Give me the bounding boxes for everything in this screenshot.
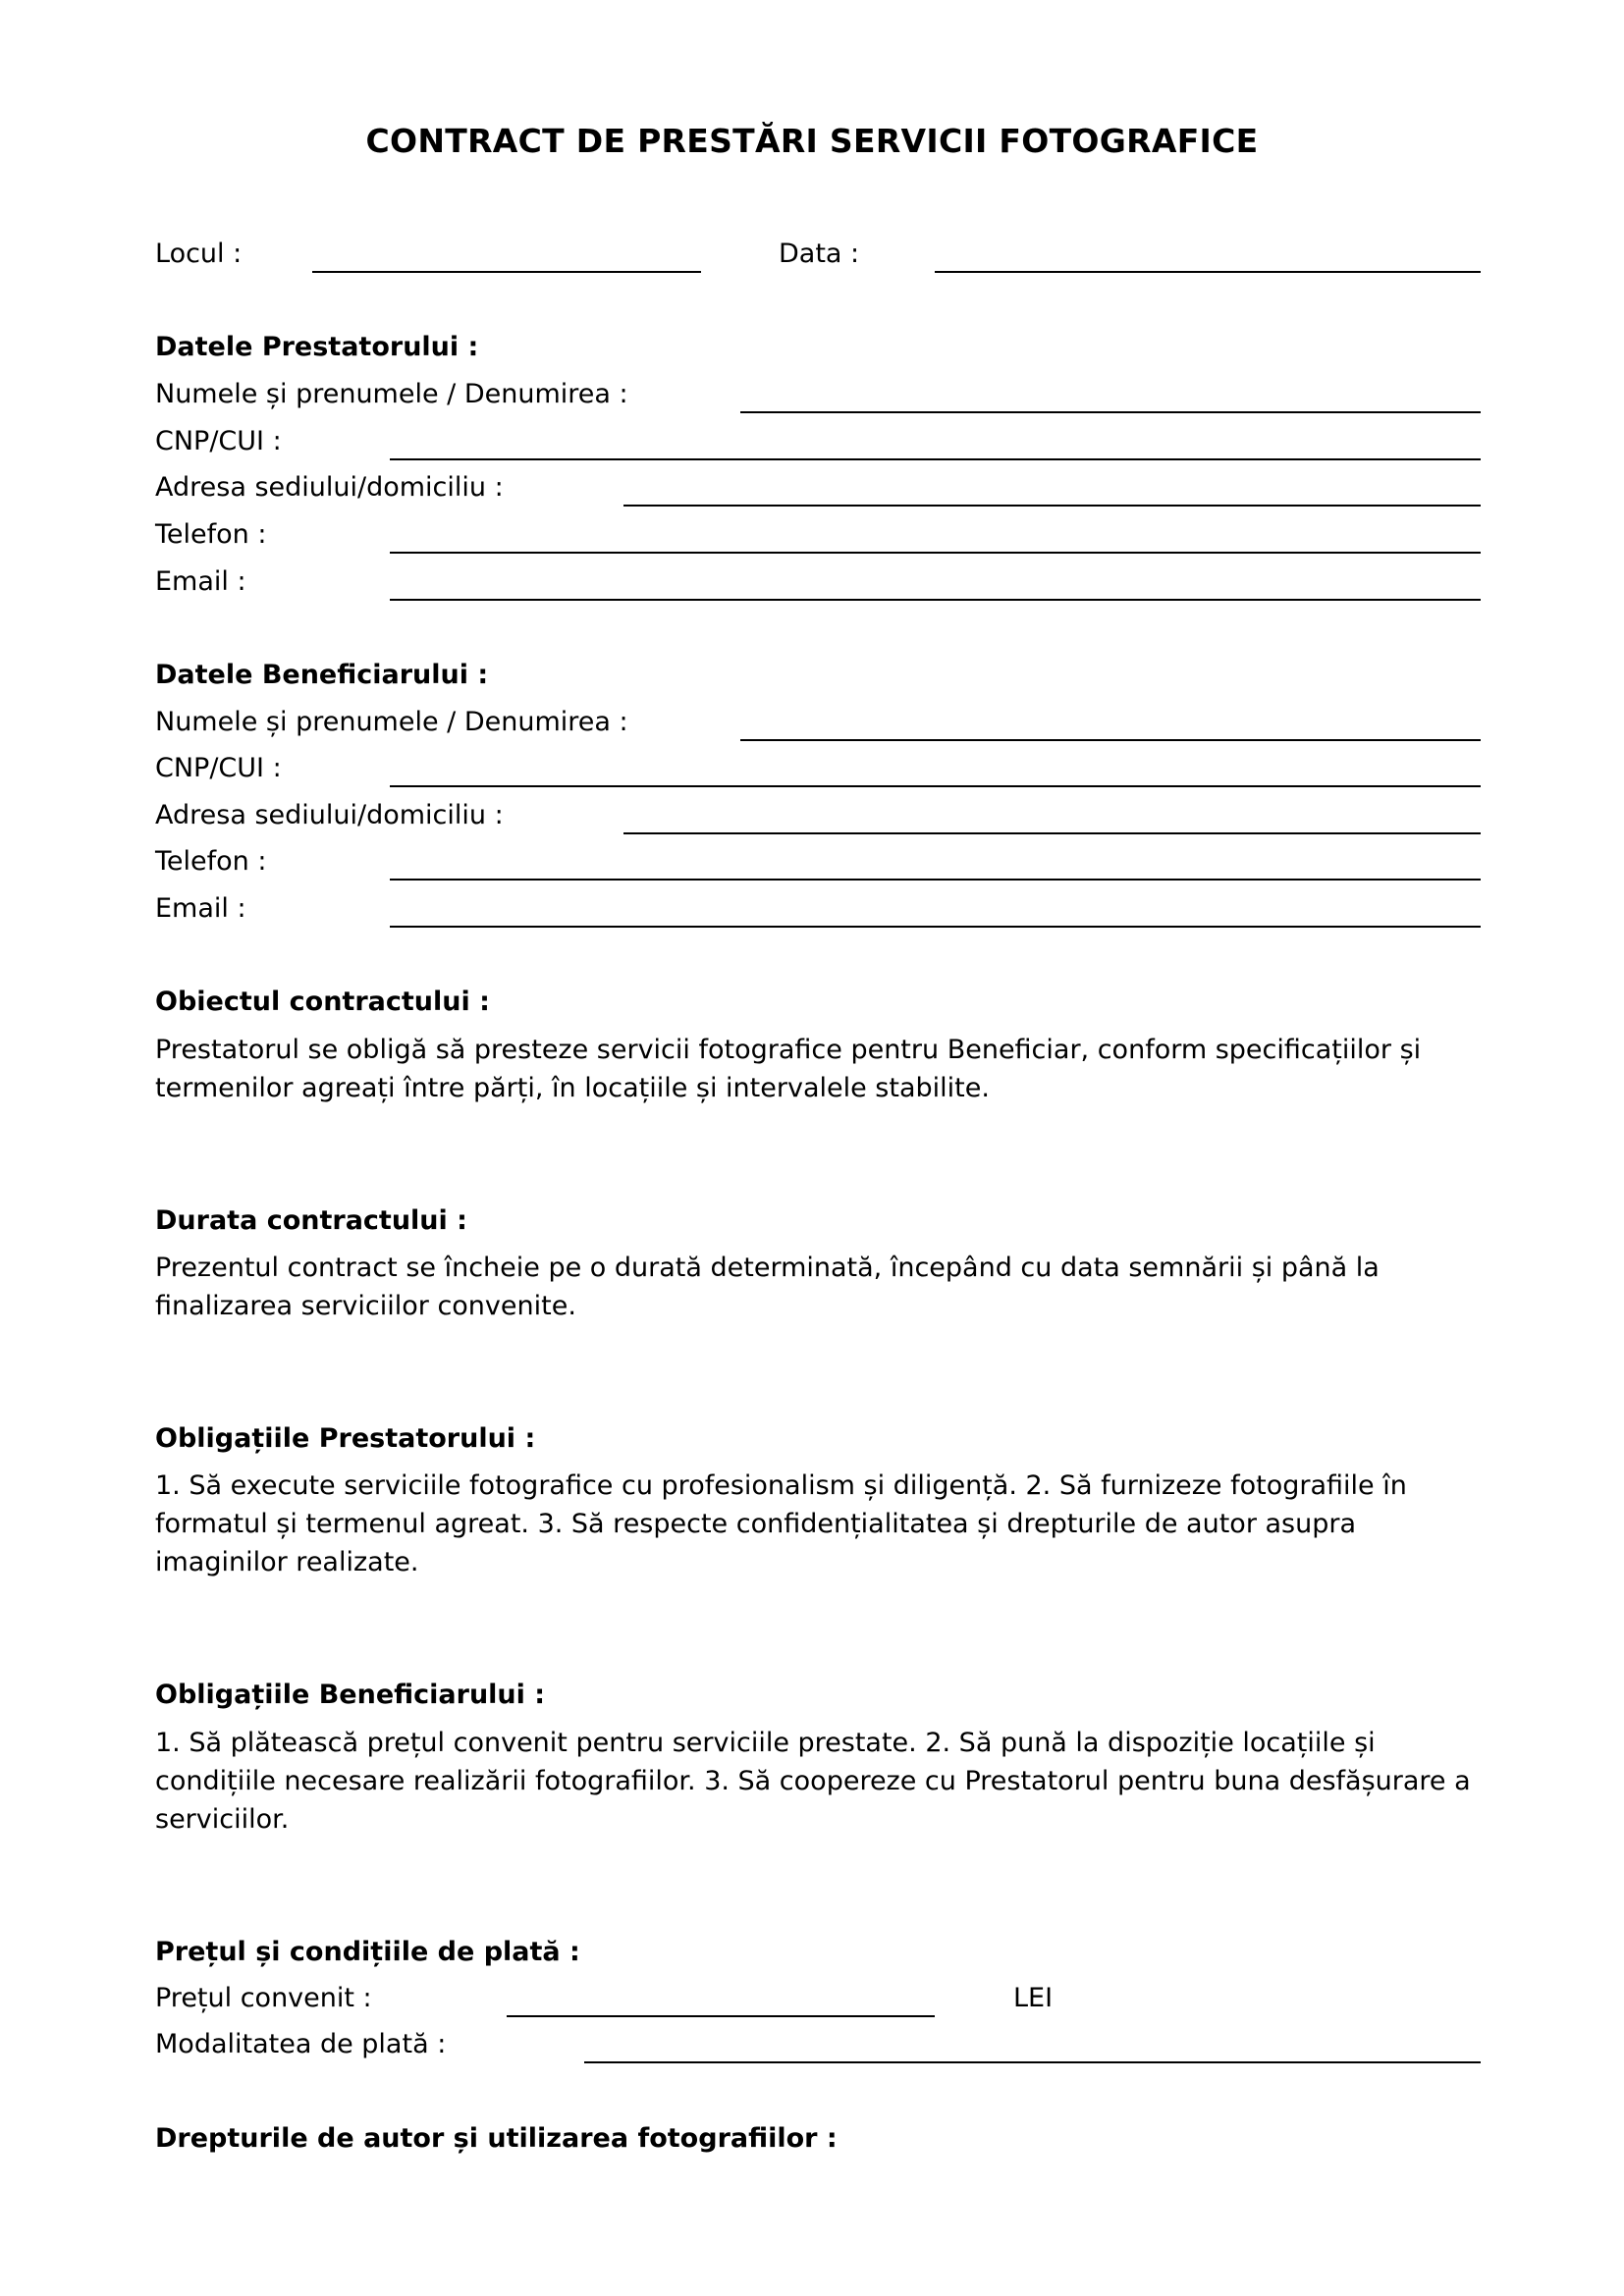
price-heading: Prețul și condițiile de plată : <box>155 1937 580 1967</box>
beneficiar-phone-field[interactable] <box>390 879 1481 881</box>
price-label: Prețul convenit : <box>155 1983 372 2013</box>
beneficiar-name-field[interactable] <box>740 739 1481 741</box>
date-field[interactable] <box>935 271 1481 273</box>
duration-text: Prezentul contract se încheie pe o durată determinată, începând cu data semnării și până la finalizarea serviciilor convenite. <box>155 1253 1380 1321</box>
document-title: CONTRACT DE PRESTĂRI SERVICII FOTOGRAFICE <box>365 122 1259 160</box>
prestator-phone-label: Telefon : <box>155 519 267 550</box>
payment-field[interactable] <box>584 2061 1481 2063</box>
prestator-address-label: Adresa sediului/domiciliu : <box>155 472 504 503</box>
beneficiar-name-label: Numele și prenumele / Denumirea : <box>155 707 628 737</box>
beneficiar-heading: Datele Beneficiarului : <box>155 660 489 690</box>
currency-label: LEI <box>1013 1983 1054 2013</box>
beneficiar-obligations-text: 1. Să plătească prețul convenit pentru serviciile prestate. 2. Să pună la dispoziție locațiile și condițiile necesare realizării fotografiilor. 3. Să coopereze cu Prestatorul pentru buna desfășurare a serviciilor. <box>155 1728 1471 1835</box>
beneficiar-obligations-heading: Obligațiile Beneficiarului : <box>155 1680 546 1710</box>
beneficiar-email-field[interactable] <box>390 926 1481 928</box>
duration-heading: Durata contractului : <box>155 1205 467 1236</box>
prestator-address-field[interactable] <box>623 505 1481 507</box>
object-heading: Obiectul contractului : <box>155 987 490 1017</box>
prestator-heading: Datele Prestatorului : <box>155 332 479 362</box>
beneficiar-email-label: Email : <box>155 893 246 924</box>
prestator-id-field[interactable] <box>390 458 1481 460</box>
beneficiar-address-label: Adresa sediului/domiciliu : <box>155 800 504 830</box>
prestator-name-field[interactable] <box>740 411 1481 413</box>
place-label: Locul : <box>155 239 243 269</box>
prestator-name-label: Numele și prenumele / Denumirea : <box>155 379 628 409</box>
beneficiar-phone-label: Telefon : <box>155 846 267 877</box>
prestator-obligations-text: 1. Să execute serviciile fotografice cu profesionalism și diligență. 2. Să furnizeze fotografiile în formatul și termenul agreat. 3. Să respecte confidențialitatea și drepturile de autor asupra imaginilor realizate. <box>155 1470 1407 1577</box>
object-text: Prestatorul se obligă să presteze servicii fotografice pentru Beneficiar, conform specificațiilor și termenilor agreați între părți, în locațiile și intervalele stabilite. <box>155 1035 1422 1103</box>
date-label: Data : <box>779 239 860 269</box>
beneficiar-id-field[interactable] <box>390 785 1481 787</box>
copyright-heading: Drepturile de autor și utilizarea fotografiilor : <box>155 2123 838 2154</box>
place-field[interactable] <box>312 271 701 273</box>
prestator-email-label: Email : <box>155 566 246 597</box>
price-field[interactable] <box>507 2015 935 2017</box>
beneficiar-address-field[interactable] <box>623 832 1481 834</box>
prestator-email-field[interactable] <box>390 599 1481 601</box>
payment-label: Modalitatea de plată : <box>155 2029 447 2059</box>
prestator-obligations-heading: Obligațiile Prestatorului : <box>155 1423 536 1454</box>
prestator-phone-field[interactable] <box>390 552 1481 554</box>
beneficiar-id-label: CNP/CUI : <box>155 753 282 783</box>
prestator-id-label: CNP/CUI : <box>155 426 282 456</box>
